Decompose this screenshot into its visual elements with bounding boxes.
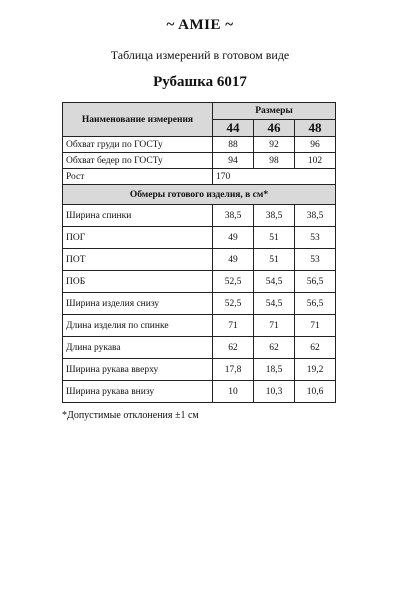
section-title: Обмеры готового изделия, в см* — [63, 185, 336, 205]
brand-title: ~ AMIE ~ — [166, 17, 234, 33]
row-label: ПОГ — [63, 227, 213, 249]
table-row — [63, 315, 336, 337]
table-row — [63, 249, 336, 271]
cell-value: 38,5 — [295, 205, 336, 227]
table-row — [63, 337, 336, 359]
row-label: ПОБ — [63, 271, 213, 293]
cell-value: 17,8 — [213, 359, 254, 381]
cell-value: 94 — [213, 153, 254, 169]
size-44-header: 44 — [213, 120, 254, 137]
cell-value: 96 — [295, 137, 336, 153]
cell-value: 10,6 — [295, 381, 336, 403]
measurement-name-header: Наименование измерения — [63, 103, 213, 137]
cell-value: 38,5 — [213, 205, 254, 227]
row-label: Длина изделия по спинке — [63, 315, 213, 337]
cell-value: 71 — [295, 315, 336, 337]
cell-value: 88 — [213, 137, 254, 153]
table-row — [63, 227, 336, 249]
cell-value: 53 — [295, 227, 336, 249]
table-row — [63, 293, 336, 315]
row-label: Рост — [63, 169, 213, 185]
cell-value: 53 — [295, 249, 336, 271]
row-label: Ширина изделия снизу — [63, 293, 213, 315]
cell-value: 56,5 — [295, 293, 336, 315]
row-label: Ширина рукава вверху — [63, 359, 213, 381]
cell-value: 98 — [254, 153, 295, 169]
cell-value: 54,5 — [254, 271, 295, 293]
size-table — [62, 102, 336, 403]
cell-value: 10,3 — [254, 381, 295, 403]
table-row — [63, 381, 336, 403]
table-row — [63, 271, 336, 293]
page-subtitle: Таблица измерений в готовом виде — [110, 48, 290, 62]
sizes-header: Размеры — [213, 103, 336, 120]
cell-value: 52,5 — [213, 271, 254, 293]
cell-value: 62 — [254, 337, 295, 359]
cell-value: 102 — [295, 153, 336, 169]
cell-value: 71 — [254, 315, 295, 337]
table-row — [63, 137, 336, 153]
table-row — [63, 205, 336, 227]
row-label: Обхват бедер по ГОСТу — [63, 153, 213, 169]
cell-value: 52,5 — [213, 293, 254, 315]
cell-value: 54,5 — [254, 293, 295, 315]
cell-value: 38,5 — [254, 205, 295, 227]
cell-value: 71 — [213, 315, 254, 337]
size-46-header: 46 — [254, 120, 295, 137]
cell-value: 51 — [254, 227, 295, 249]
cell-value: 92 — [254, 137, 295, 153]
row-label: ПОТ — [63, 249, 213, 271]
section-header-row — [63, 185, 336, 205]
cell-value: 62 — [295, 337, 336, 359]
cell-value: 49 — [213, 249, 254, 271]
row-label: Длина рукава — [63, 337, 213, 359]
cell-value: 56,5 — [295, 271, 336, 293]
row-label: Ширина спинки — [63, 205, 213, 227]
row-label: Ширина рукава внизу — [63, 381, 213, 403]
tolerance-footnote: *Допустимые отклонения ±1 см — [62, 410, 199, 421]
height-row — [63, 169, 336, 185]
size-48-header: 48 — [295, 120, 336, 137]
height-value: 170 — [213, 169, 336, 185]
product-title: Рубашка 6017 — [153, 74, 247, 90]
cell-value: 19,2 — [295, 359, 336, 381]
row-label: Обхват груди по ГОСТу — [63, 137, 213, 153]
cell-value: 18,5 — [254, 359, 295, 381]
cell-value: 51 — [254, 249, 295, 271]
table-row — [63, 359, 336, 381]
cell-value: 10 — [213, 381, 254, 403]
cell-value: 62 — [213, 337, 254, 359]
table-row — [63, 153, 336, 169]
cell-value: 49 — [213, 227, 254, 249]
